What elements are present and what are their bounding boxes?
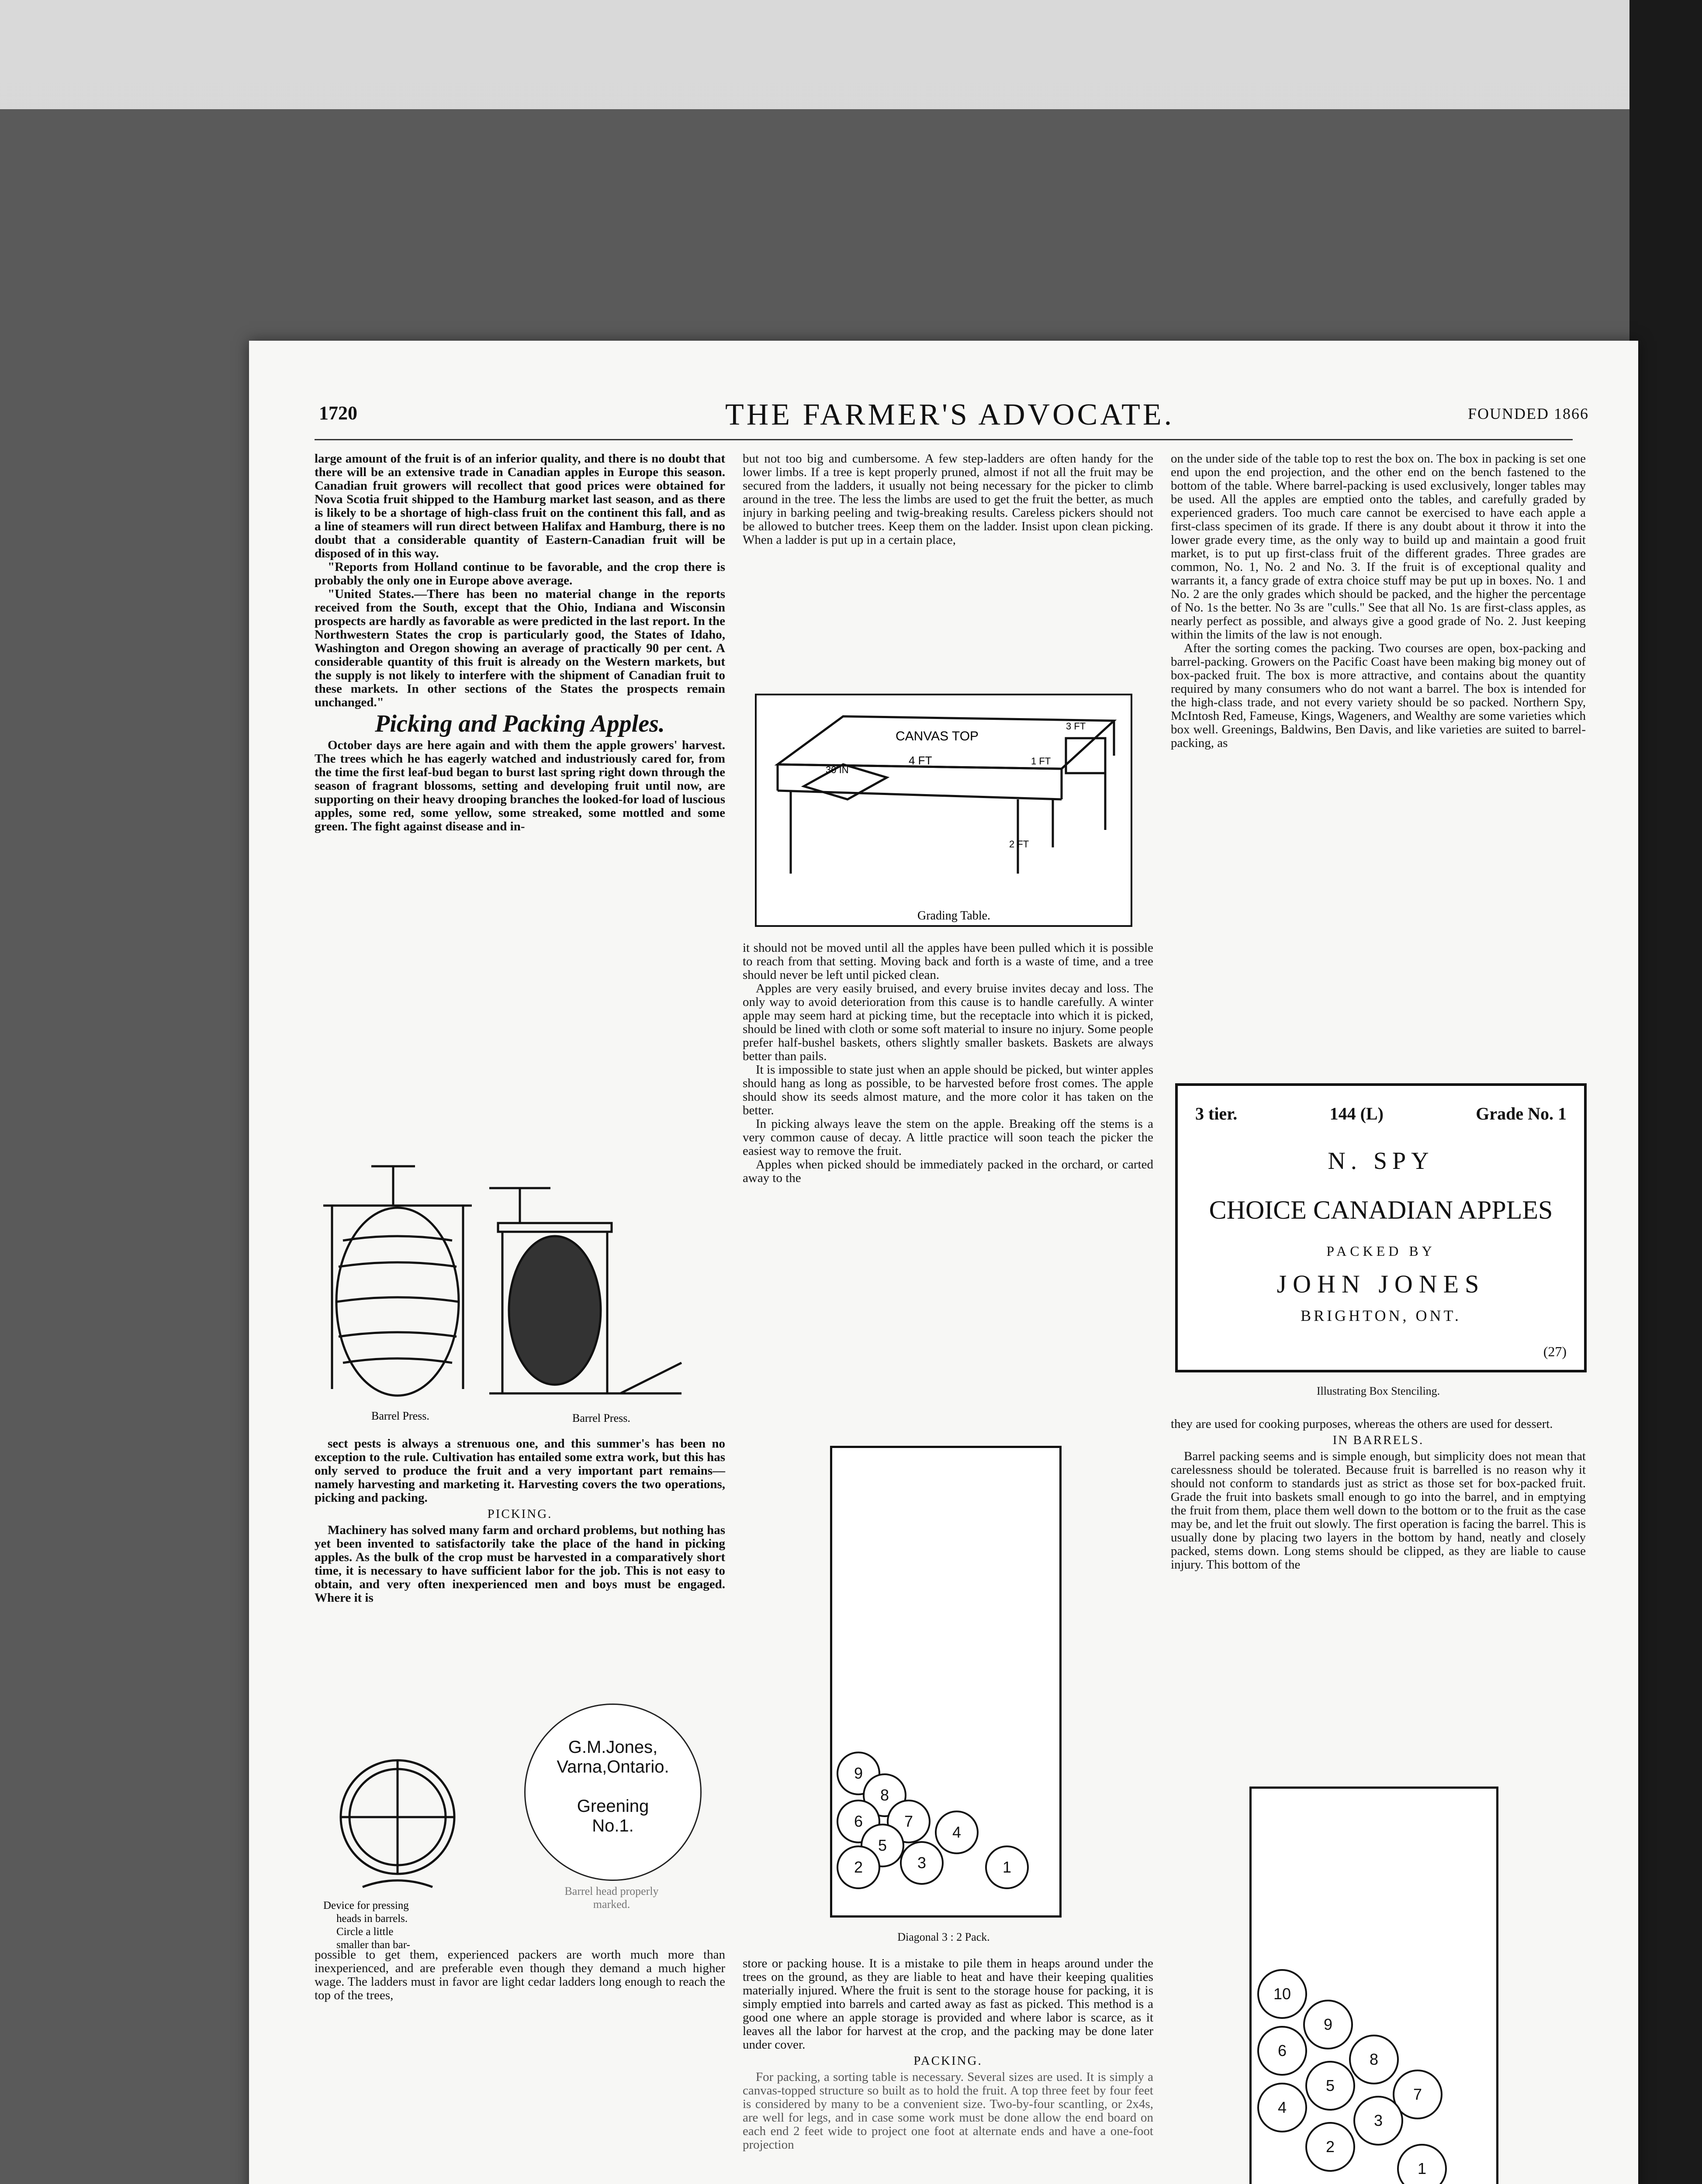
apple-number: 1 [1002, 1858, 1012, 1876]
paragraph: Apples are very easily bruised, and every bruise invites decay and loss. The only way to avoid deterioration from this cause is to handle carefully. A winter apple may seem hard at picking time, but the receptacle into which it is picked, should be lined with cloth or some soft material to insure no injury. Some people prefer half-bushel baskets, others slightly smaller baskets. Baskets are always better than pails. [743, 981, 1153, 1063]
page-number: 1720 [319, 402, 357, 424]
apple-number: 6 [854, 1812, 863, 1830]
caption-grading-table: Grading Table. [917, 909, 991, 923]
caption-barrel-press-1: Barrel Press. [371, 1410, 429, 1422]
paragraph: Apples when picked should be immediately packed in the orchard, or carted away to the [743, 1158, 1153, 1185]
stencil-top-row [1195, 1103, 1567, 1124]
masthead: THE FARMER'S ADVOCATE. [725, 398, 1175, 432]
grading-label: 2 FT [1009, 839, 1029, 850]
picking-heading: PICKING. [487, 1507, 553, 1521]
diagonal-22-pack-box [1249, 1787, 1498, 2184]
grading-table-illustration [751, 690, 1145, 935]
seal-line: G.M.Jones, [568, 1738, 658, 1757]
apple-number: 8 [880, 1786, 889, 1804]
stencil-grade: Grade No. 1 [1476, 1104, 1567, 1123]
paragraph: After the sorting comes the packing. Two courses are open, box-packing and barrel-packing. Growers on the Pacific Coast have been making big money out of box-packed fruit. The box is more attractive, and contains about the quantity required by many consumers who do not want a barrel. The box is intended for the high-class trade, and not every variety should be so packed. Northern Spy, McIntosh Red, Fameuse, Kings, Wageners, and Wealthy are some varieties which box well. Greenings, Baldwins, Ben Davis, and like varieties are suited to barrel-packing, as [1171, 641, 1586, 750]
column-1-bottom [315, 1948, 725, 2002]
column-3-middle [1171, 1417, 1586, 1572]
stencil-packer-name: JOHN JONES [1276, 1270, 1485, 1298]
column-3-top [1171, 452, 1586, 750]
grading-label: 3 FT [1066, 721, 1086, 732]
paragraph: store or packing house. It is a mistake to pile them in heaps around under the trees on the ground, as they are liable to heat and have their keeping qualities materially injured. Where the fruit is sent to the storage house for packing, it is simply emptied into barrels and carted away as fast as picked. This method is a good one where an apple storage is provided and where labor is scarce, as it leaves all the labor for harvest at the crop, and the packing may be done later under cover. [743, 1956, 1153, 2052]
column-1-middle [315, 1437, 725, 1605]
grading-label: CANVAS TOP [896, 729, 979, 743]
paragraph: possible to get them, experienced packers are worth much more than inexperienced, and are preferable even though they demand a much higher wage. The ladders must in favor are light cedar ladders long enough to reach the top of the trees, [315, 1948, 725, 2002]
caption-stenciling: Illustrating Box Stenciling. [1316, 1385, 1440, 1397]
packing-heading: PACKING. [913, 2054, 982, 2068]
apple-number: 1 [1417, 2160, 1427, 2177]
device-caption-line: smaller than bar- [336, 1939, 410, 1948]
adjacent-page-edge [1629, 0, 1702, 2184]
stencil-count: 144 (L) [1329, 1104, 1384, 1123]
paragraph: but not too big and cumbersome. A few step-ladders are often handy for the lower limbs. If a tree is kept properly pruned, almost if not all the fruit may be secured from the ladders, it usually not being necessary for the picker to climb around in the tree. The less the limbs are used to get the fruit the better, as much injury in barking peeling and twig-breaking results. Careless pickers should not be allowed to butcher trees. Keep them on the ladder. Insist upon clean picking. When a ladder is put up in a certain place, [743, 452, 1153, 547]
column-1-top [315, 452, 725, 833]
apple-number: 9 [1323, 2015, 1333, 2033]
device-caption-line: Circle a little [336, 1926, 394, 1938]
paragraph: it should not be moved until all the apples have been pulled which it is possible to reach from that setting. Moving back and forth is a waste of time, and a tree should never be left until picked clean. [743, 941, 1153, 982]
paragraph: sect pests is always a strenuous one, and this summer's has been no exception to the rule. Cultivation has entailed some extra work, but this has only served to produce the fruit and a very important part remains—namely harvesting and marketing it. Harvesting covers the two operations, picking and packing. [315, 1437, 725, 1505]
device-caption-line: Device for pressing [323, 1900, 409, 1911]
paragraph: they are used for cooking purposes, whereas the others are used for dessert. [1171, 1417, 1553, 1431]
seal-line: No.1. [592, 1816, 634, 1835]
apple-number: 3 [1373, 2111, 1383, 2129]
barrel-head-marking [524, 1704, 702, 1881]
column-2-bottom [743, 1957, 1153, 2152]
article-heading: Picking and Packing Apples. [375, 710, 665, 737]
apple-number: 5 [1325, 2077, 1335, 2094]
grading-label: 30 IN [826, 764, 849, 775]
paragraph: "Reports from Holland continue to be favorable, and the crop there is probably the only one in Europe above average. [315, 560, 725, 587]
paragraph: October days are here again and with them the apple growers' harvest. The trees which he has eagerly watched and industriously cared for, from the time the first leaf-bud began to burst last spring right down through the season of fragrant blossoms, setting and developing fruit until now, are supporting on their heavy drooping branches the looked-for load of luscious apples, some red, some yellow, some streaked, some mottled and some green. The fight against disease and in- [315, 738, 725, 833]
box-stencil [1175, 1083, 1587, 1372]
apple-number: 10 [1273, 1985, 1291, 2003]
header-rule [315, 439, 1573, 440]
apple-number: 2 [854, 1858, 863, 1876]
device-caption-line: heads in barrels. [336, 1913, 408, 1925]
caption-diagonal-32: Diagonal 3 : 2 Pack. [897, 1931, 990, 1943]
stencil-variety: N. SPY [1328, 1147, 1434, 1175]
paragraph: Barrel packing seems and is simple enough, but simplicity does not mean that carelessness should be tolerated. Because fruit is barrelled is no reason why it should not conform to standards just as strict as those set for box-packed fruit. Grade the fruit into baskets small enough to go into the barrel, and in emptying the fruit from them, place them well down to the bottom or to the fruit as the case may be, and let the fruit out slowly. The first operation is facing the barrel. This is usually done by placing two layers in the bottom by hand, neatly and closely packed, stems down. Long stems should be clipped, as they are liable to cause injury. This bottom of the [1171, 1449, 1586, 1572]
paragraph: on the under side of the table top to rest the box on. The box in packing is set one end upon the end projection, and the other end on the bench fastened to the bottom of the table. Where barrel-packing is used exclusively, longer tables may be used. All the apples are emptied onto the tables, and carefully graded by experienced graders. Too much care cannot be exercised to have each apple a first-class specimen of its grade. If there is any doubt about it throw it into the lower grade every time, as the only way to build up and maintain a good fruit market, is to put up first-class fruit of the different grades. Three grades are common, No. 1, No. 2 and No. 3. If the fruit is of exceptional quality and warrants it, a fancy grade of extra choice stuff may be put up in boxes. No. 1 and No. 2 are the only grades which should be packed, and the higher the percentage of No. 1s the better. No 3s are "culls." See that all No. 1s are first-class apples, as nearly perfect as possible, and always give a good grade of No. 2. Just keeping within the limits of the law is not enough. [1171, 452, 1586, 642]
barrel-press-illustration [306, 1158, 721, 1428]
caption-barrel-head: Barrel head properly marked. [564, 1885, 659, 1911]
paragraph: For packing, a sorting table is necessary. Several sizes are used. It is simply a canvas-topped structure so built as to hold the fruit. A top three feet by four feet is considered by many to be a convenient size. Two-by-four scantling, or 2x4s, are well for legs, and in case some work must be done allow the end board on each end 2 feet wide to project one foot at alternate ends and have a one-foot projection [743, 2070, 1153, 2152]
paragraph: Machinery has solved many farm and orchard problems, but nothing has yet been invented to satisfactorily take the place of the hand in picking apples. As the bulk of the crop must be harvested in a comparatively short time, it is necessary to have sufficient labor for the job. This is not easy to obtain, and very often inexperienced men and boys must be engaged. Where it is [315, 1523, 725, 1605]
seal-line: Greening [577, 1797, 649, 1816]
barrel-head-device-illustration [315, 1747, 498, 1948]
page-header [249, 398, 1638, 432]
grading-label: 1 FT [1031, 756, 1051, 767]
apple-number: 2 [1325, 2138, 1335, 2156]
apple-number: 6 [1277, 2042, 1287, 2060]
apple-number: 9 [854, 1764, 863, 1782]
stencil-title: CHOICE CANADIAN APPLES [1209, 1196, 1553, 1224]
diagonal-32-pack-diagram [832, 1448, 1059, 1915]
newspaper-page [249, 341, 1638, 2184]
barrels-heading: IN BARRELS. [1332, 1433, 1424, 1447]
caption-device [323, 1900, 413, 1948]
apple-number: 7 [1413, 2085, 1422, 2103]
stencil-number: (27) [1543, 1344, 1567, 1359]
seal-line: Varna,Ontario. [557, 1757, 669, 1776]
diagonal-32-pack-box [830, 1446, 1062, 1918]
paragraph: large amount of the fruit is of an inferior quality, and there is no doubt that there will be an extensive trade in Canadian apples in Europe this season. Canadian fruit growers will recollect that good prices were obtained for Nova Scotia fruit shipped to the Hamburg market last season, and as there is likely to be a shortage of high-class fruit on the continent this fall, and as a line of steamers will run direct between Halifax and Hamburg, there is no doubt that a considerable quantity of Eastern-Canadian fruit will be disposed of in this way. [315, 452, 725, 560]
grading-label: 4 FT [909, 754, 932, 767]
apple-number: 8 [1369, 2050, 1379, 2068]
apple-number: 7 [904, 1812, 913, 1830]
stencil-place: BRIGHTON, ONT. [1301, 1307, 1461, 1324]
stencil-packed-by: PACKED BY [1326, 1243, 1436, 1259]
apple-number: 4 [952, 1823, 962, 1841]
caption-barrel-press-2: Barrel Press. [572, 1412, 630, 1424]
column-2-middle [743, 941, 1153, 1185]
paragraph: In picking always leave the stem on the apple. Breaking off the stems is a very common cause of decay. A little practice will soon teach the picker the easiest way to remove the fruit. [743, 1117, 1153, 1158]
paragraph: "United States.—There has been no material change in the reports received from the South, except that the Ohio, Indiana and Wisconsin prospects are hardly as favorable as were predicted in the last report. In the Northwestern States the crop is particularly good, the States of Idaho, Washington and Oregon showing an average of practically 90 per cent. A considerable quantity of this fruit is already on the Western markets, but the supply is not likely to interfere with the shipment of Canadian fruit to these markets. In other sections of the States the prospects remain unchanged." [315, 587, 725, 709]
founded-line: FOUNDED 1866 [1468, 405, 1589, 422]
stencil-tier: 3 tier. [1195, 1104, 1238, 1123]
apple-number: 3 [917, 1854, 927, 1872]
apple-number: 5 [878, 1836, 887, 1854]
column-2-top [743, 452, 1153, 547]
diagonal-22-pack-diagram [1252, 1789, 1496, 2184]
apple-number: 4 [1277, 2098, 1287, 2116]
paragraph: It is impossible to state just when an apple should be picked, but winter apples should hang as long as possible, to be harvested before frost comes. The apple should show its seeds almost mature, and the more color it has taken on the better. [743, 1063, 1153, 1117]
